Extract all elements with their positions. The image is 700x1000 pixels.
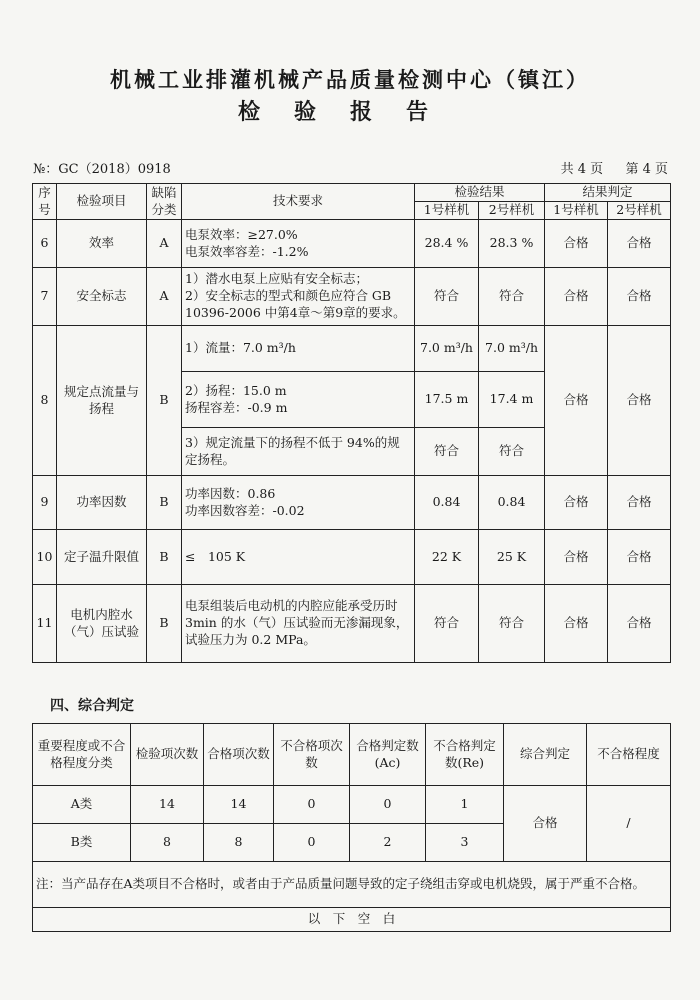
row-failed: 0 [274,786,350,824]
summary-table [32,723,671,932]
header-degree: 不合格程度 [587,724,671,786]
page-number: 第 4 页 [625,162,668,177]
requirement-line: 3）规定流量下的扬程不低于 94%的规定扬程。 [185,434,400,467]
blank-marker: 以 下 空 白 [33,908,671,932]
row-item: 效率 [57,220,147,268]
row-requirement [182,220,415,268]
requirement-line: 功率因数：0.86 [185,485,276,501]
table-row [33,585,671,663]
table-row [33,530,671,585]
row-requirement [182,530,415,585]
row-sample2: 符合 [479,585,545,663]
row-judge2: 合格 [608,220,671,268]
row-item: 功率因数 [57,476,147,530]
row-judge2: 合格 [608,326,671,476]
row-requirement [182,585,415,663]
row-ac: 0 [350,786,426,824]
row-sample2: 28.3 % [479,220,545,268]
requirement-line: 电泵效率：≥27.0% [185,226,298,242]
row-sample1: 22 K [415,530,479,585]
header-item: 检验项目 [57,184,147,220]
section-title: 四、综合判定 [50,698,134,714]
requirement-line: 功率因数容差：-0.02 [185,502,305,518]
row-inspected: 14 [131,786,204,824]
row-class: A [147,220,182,268]
row-sample1: 28.4 % [415,220,479,268]
row-seq: 11 [33,585,57,663]
table-row [33,326,671,372]
row-class: B [147,326,182,476]
header-seq: 序号 [33,184,57,220]
row-sample2: 符合 [479,268,545,326]
row-seq: 8 [33,326,57,476]
row-seq: 9 [33,476,57,530]
row-inspected: 8 [131,824,204,862]
row-sample1: 符合 [415,585,479,663]
row-seq: 7 [33,268,57,326]
row-failed: 0 [274,824,350,862]
nonconformity-degree: / [587,786,671,862]
inspection-table [32,183,671,663]
row-requirement [182,428,415,476]
header-results: 检验结果 [415,184,545,202]
row-requirement [182,476,415,530]
row-sample2: 25 K [479,530,545,585]
report-number: №：GC（2018）0918 [33,162,171,177]
header-passed: 合格项次数 [204,724,274,786]
overall-judgement: 合格 [504,786,587,862]
header-judge1: 1号样机 [545,202,608,220]
table-row [33,476,671,530]
row-judge1: 合格 [545,326,608,476]
row-sample2: 0.84 [479,476,545,530]
requirement-line: 1）潜水电泵上应贴有安全标志； [185,271,368,287]
row-judge2: 合格 [608,268,671,326]
row-requirement [182,268,415,326]
requirement-line: 2）安全标志的型式和颜色应符合 GB 10396-2006 中第4章～第9章的要求。 [185,288,406,320]
row-sample2: 7.0 m³/h [479,326,545,372]
row-class: B [147,585,182,663]
row-judge1: 合格 [545,220,608,268]
row-item: 定子温升限值 [57,530,147,585]
row-sample1: 符合 [415,428,479,476]
row-item: 安全标志 [57,268,147,326]
row-ac: 2 [350,824,426,862]
row-judge2: 合格 [608,585,671,663]
row-judge1: 合格 [545,530,608,585]
requirement-line: 电泵组装后电动机的内腔应能承受历时 3min 的水（气）压试验而无渗漏现象，试验压力为 0.2 MPa。 [185,598,409,647]
requirement-line: 电泵效率容差：-1.2% [185,243,309,259]
row-judge2: 合格 [608,530,671,585]
row-category: A类 [33,786,131,824]
total-pages: 共 4 页 [560,162,604,177]
note-text: 注：当产品存在A类项目不合格时，或者由于产品质量问题导致的定子绕组击穿或电机烧毁，属于严重不合格。 [33,862,671,908]
row-requirement [182,326,415,372]
row-passed: 14 [204,786,274,824]
header-judgement: 结果判定 [545,184,671,202]
row-sample1: 7.0 m³/h [415,326,479,372]
row-category: B类 [33,824,131,862]
row-seq: 6 [33,220,57,268]
header-requirement: 技术要求 [182,184,415,220]
report-title: 检验报告 [237,100,462,125]
requirement-line: 1）流量：7.0 m³/h [185,340,296,356]
row-re: 3 [426,824,504,862]
header-re: 不合格判定数(Re) [426,724,504,786]
row-judge1: 合格 [545,585,608,663]
row-class: B [147,530,182,585]
row-sample1: 符合 [415,268,479,326]
table-row [33,220,671,268]
table-row [33,268,671,326]
header-overall: 综合判定 [504,724,587,786]
requirement-line: 2）扬程：15.0 m [185,382,287,398]
row-requirement [182,372,415,428]
header-judge2: 2号样机 [608,202,671,220]
page-info [561,158,668,177]
row-judge1: 合格 [545,268,608,326]
row-item: 规定点流量与扬程 [57,326,147,476]
row-class: A [147,268,182,326]
header-failed: 不合格项次数 [274,724,350,786]
table-row [33,786,671,824]
header-inspected: 检验项次数 [131,724,204,786]
requirement-line: ≤ 105 K [185,548,246,564]
org-title: 机械工业排灌机械产品质量检测中心（镇江） [110,68,590,92]
header-category: 重要程度或不合格程度分类 [33,724,131,786]
row-sample1: 0.84 [415,476,479,530]
row-class: B [147,476,182,530]
header-defect-class: 缺陷分类 [147,184,182,220]
requirement-line: 扬程容差：-0.9 m [185,399,288,415]
row-item: 电机内腔水（气）压试验 [57,585,147,663]
row-judge1: 合格 [545,476,608,530]
row-passed: 8 [204,824,274,862]
row-sample2: 符合 [479,428,545,476]
row-sample1: 17.5 m [415,372,479,428]
header-ac: 合格判定数(Ac) [350,724,426,786]
row-seq: 10 [33,530,57,585]
row-re: 1 [426,786,504,824]
row-judge2: 合格 [608,476,671,530]
header-sample1: 1号样机 [415,202,479,220]
header-sample2: 2号样机 [479,202,545,220]
row-sample2: 17.4 m [479,372,545,428]
